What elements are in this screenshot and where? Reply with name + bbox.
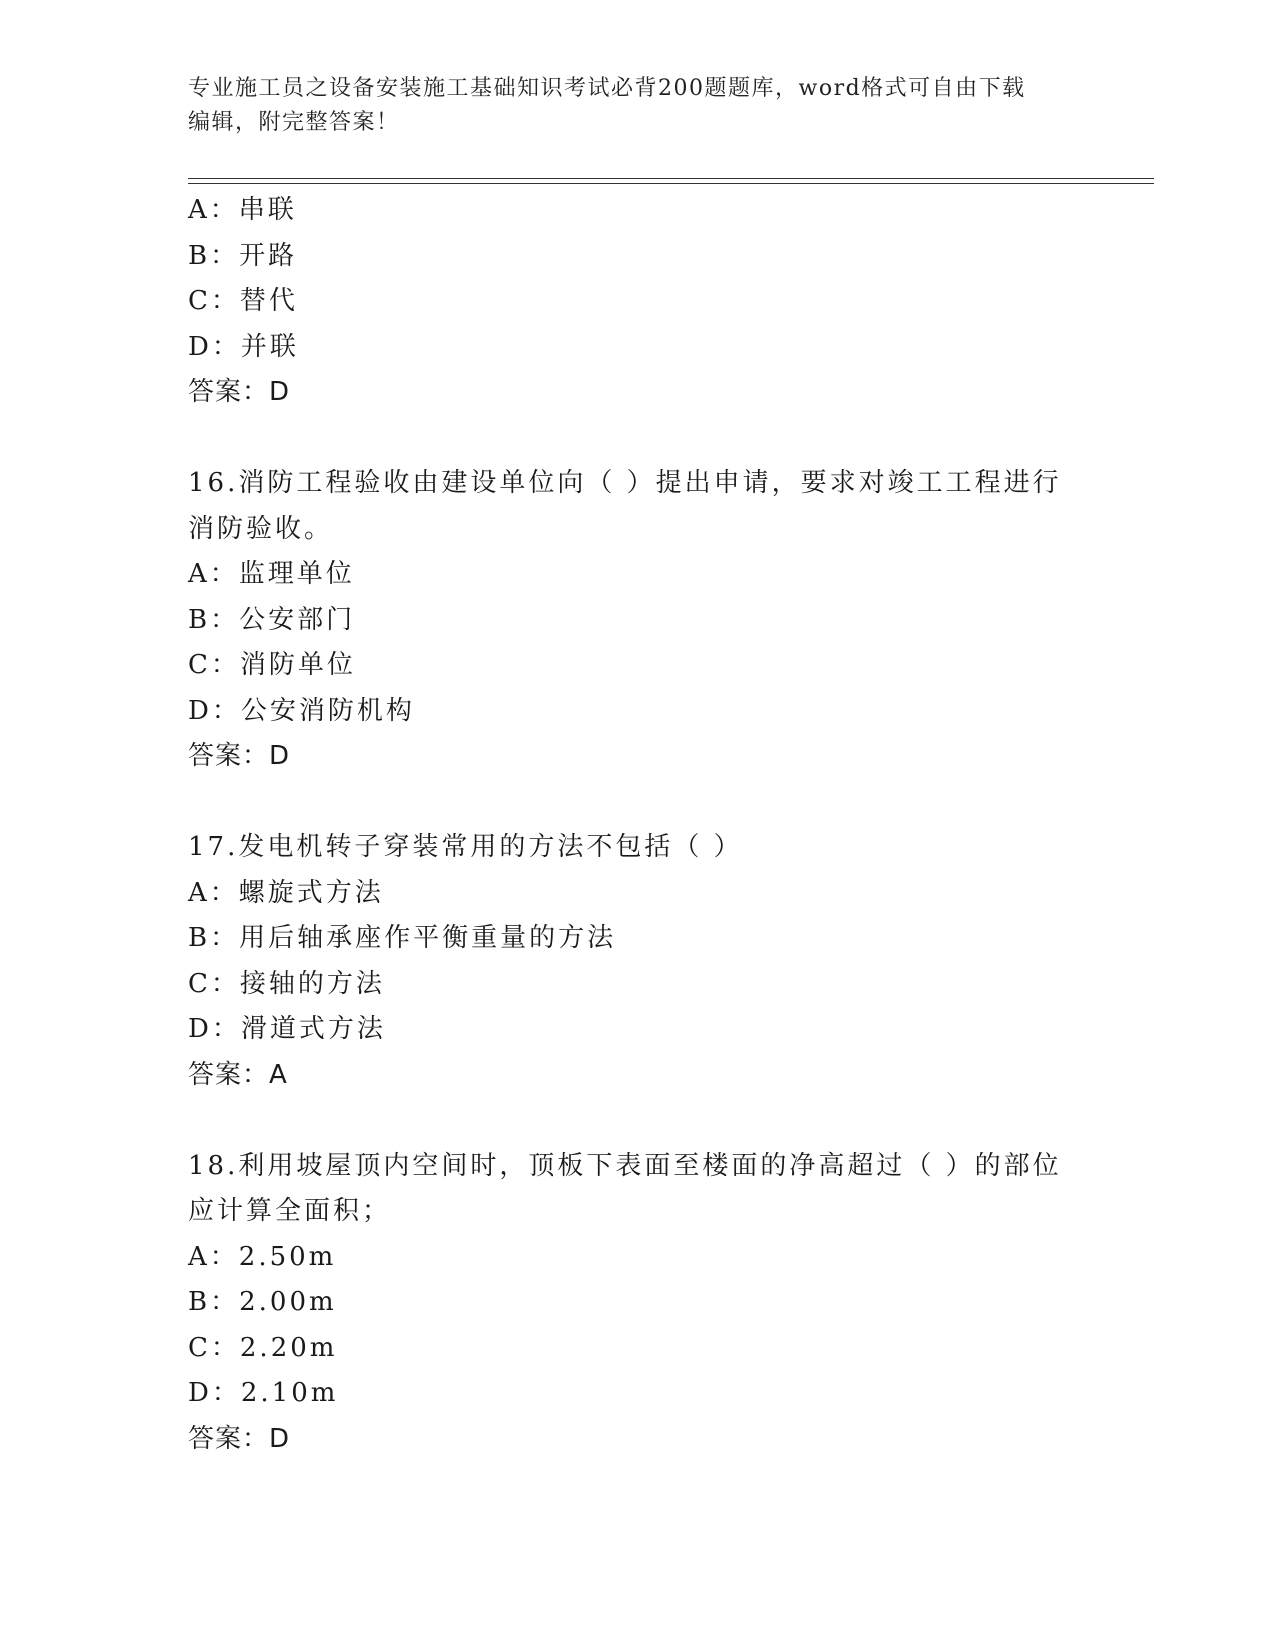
question-stem: 18.利用坡屋顶内空间时，顶板下表面至楼面的净高超过（ ）的部位	[188, 1150, 1062, 1181]
question-stem-continued: 应计算全面积；	[188, 1196, 392, 1226]
answer: 答案：D	[188, 1423, 291, 1454]
spacer	[188, 416, 1088, 462]
answer: 答案：A	[188, 1059, 288, 1090]
question-16	[188, 461, 1088, 780]
document-header	[188, 72, 1088, 140]
spacer	[188, 1098, 1088, 1144]
header-line-1: 专业施工员之设备安装施工基础知识考试必背200题题库，word格式可自由下载	[188, 76, 1026, 101]
option-d: D：公安消防机构	[188, 695, 415, 726]
option-d: D：滑道式方法	[188, 1014, 386, 1044]
option-b: B：用后轴承座作平衡重量的方法	[188, 923, 617, 953]
question-stem-continued: 消防验收。	[188, 513, 334, 544]
option-a: A：螺旋式方法	[188, 877, 384, 908]
question-15	[188, 188, 1088, 416]
option-c: C：消防单位	[188, 650, 356, 680]
option-b: B：开路	[188, 240, 298, 271]
option-c: C：替代	[188, 286, 298, 316]
option-b: B：公安部门	[188, 604, 356, 635]
answer: 答案：D	[188, 741, 291, 771]
option-d: D：并联	[188, 331, 299, 362]
question-stem: 16.消防工程验收由建设单位向（ ）提出申请，要求对竣工工程进行	[188, 468, 1062, 498]
question-17	[188, 825, 1088, 1098]
option-b: B：2.00m	[188, 1287, 337, 1317]
answer: 答案：D	[188, 377, 291, 407]
spacer	[188, 780, 1088, 826]
header-line-2: 编辑，附完整答案！	[188, 110, 400, 135]
option-c: C：接轴的方法	[188, 968, 385, 999]
header-divider-top	[188, 178, 1154, 179]
option-a: A：监理单位	[188, 559, 355, 589]
question-stem: 17.发电机转子穿装常用的方法不包括（ ）	[188, 832, 743, 862]
header-divider-bottom	[188, 183, 1154, 184]
option-c: C：2.20m	[188, 1332, 338, 1363]
option-a: A：2.50m	[188, 1241, 337, 1272]
option-a: A：串联	[188, 195, 297, 225]
question-18	[188, 1144, 1088, 1463]
question-list	[188, 188, 1088, 1462]
option-d: D：2.10m	[188, 1378, 339, 1408]
